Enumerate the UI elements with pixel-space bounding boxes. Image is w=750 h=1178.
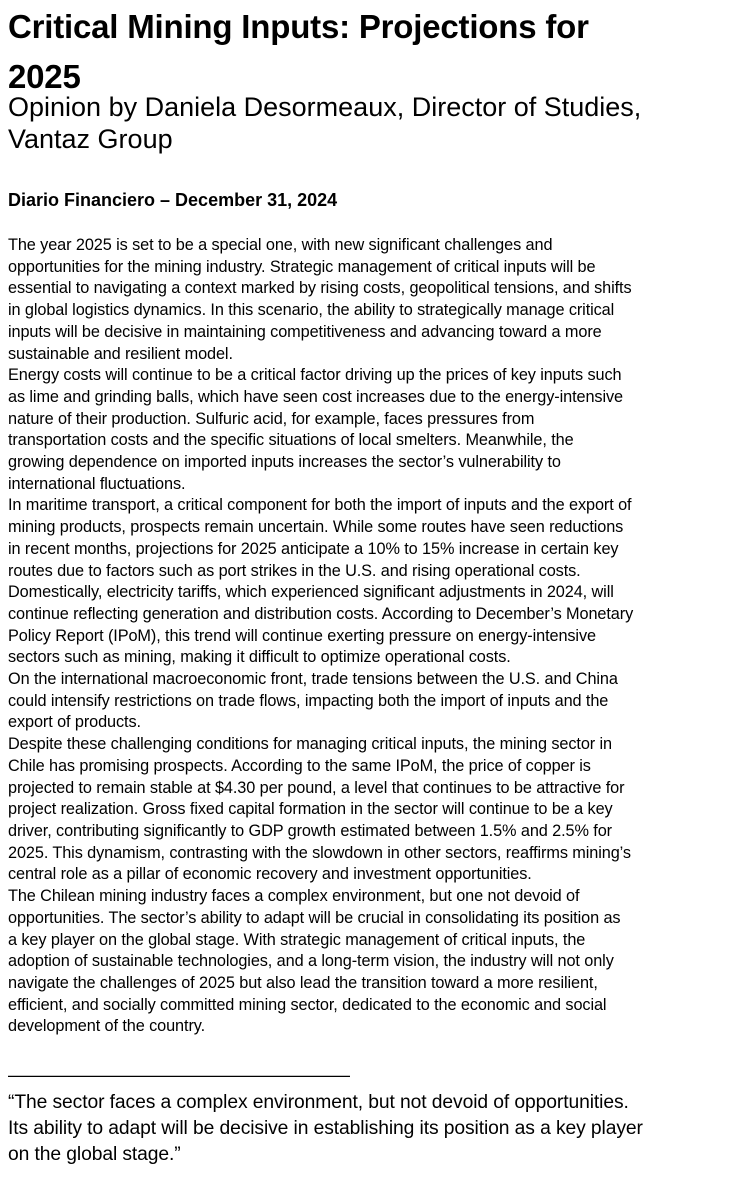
article-byline-line-2: Vantaz Group [8,124,173,154]
body-line: Despite these challenging conditions for managing critical inputs, the mining sector in [8,735,612,754]
body-line: central role as a pillar of economic recovery and investment opportunities. [8,865,532,884]
body-line: Energy costs will continue to be a critical factor driving up the prices of key inputs such [8,366,622,385]
body-line: inputs will be decisive in maintaining competitiveness and advancing toward a more [8,322,602,341]
body-line: opportunities. The sector’s ability to adapt will be crucial in consolidating its position as [8,908,621,927]
body-line: navigate the challenges of 2025 but also lead the transition toward a more resilient, [8,973,598,992]
body-line: in global logistics dynamics. In this scenario, the ability to strategically manage critical [8,301,615,320]
publication-source-date: Diario Financiero – December 31, 2024 [8,190,338,210]
body-line: international fluctuations. [8,474,186,493]
article-body [8,235,750,1038]
body-line: development of the country. [8,1017,206,1036]
body-line: opportunities for the mining industry. Strategic management of critical inputs will be [8,257,596,276]
body-line: efficient, and socially committed mining sector, dedicated to the economic and social [8,995,607,1014]
article-title [8,2,750,102]
body-line: mining products, prospects remain uncertain. While some routes have seen reductions [8,518,624,537]
body-line: essential to navigating a context marked by rising costs, geopolitical tensions, and shifts [8,279,632,298]
body-line: sectors such as mining, making it difficult to optimize operational costs. [8,648,511,667]
body-line: Chile has promising prospects. According to the same IPoM, the price of copper is [8,756,591,775]
body-line: 2025. This dynamism, contrasting with the slowdown in other sectors, reaffirms mining’s [8,843,631,862]
body-line: In maritime transport, a critical component for both the import of inputs and the export of [8,496,632,515]
quote-divider: ——————————————————— [8,1065,350,1085]
article-byline-line-1: Opinion by Daniela Desormeaux, Director of Studies, [8,92,642,122]
body-line: in recent months, projections for 2025 anticipate a 10% to 15% increase in certain key [8,539,619,558]
pull-quote-line: on the global stage.” [8,1144,181,1165]
body-line: Domestically, electricity tariffs, which experienced significant adjustments in 2024, will [8,583,614,602]
body-line: transportation costs and the specific situations of local smelters. Meanwhile, the [8,431,574,450]
body-line: could intensify restrictions on trade flows, impacting both the import of inputs and the [8,691,609,710]
pull-quote [8,1090,750,1168]
article-title-line-2: 2025 [8,58,81,95]
body-line: a key player on the global stage. With strategic management of critical inputs, the [8,930,586,949]
body-line: nature of their production. Sulfuric acid, for example, faces pressures from [8,409,535,428]
body-line: adoption of sustainable technologies, and a long-term vision, the industry will not only [8,952,614,971]
body-line: project realization. Gross fixed capital formation in the sector will continue to be a key [8,800,613,819]
body-line: projected to remain stable at $4.30 per pound, a level that continues to be attractive for [8,778,625,797]
article-byline [8,91,750,155]
article-page [8,0,750,1178]
body-line: driver, contributing significantly to GDP growth estimated between 1.5% and 2.5% for [8,821,612,840]
body-line: routes due to factors such as port strikes in the U.S. and rising operational costs. [8,561,581,580]
pull-quote-line: Its ability to adapt will be decisive in establishing its position as a key player [8,1118,643,1139]
body-line: as lime and grinding balls, which have seen cost increases due to the energy-intensive [8,387,623,406]
body-line: The Chilean mining industry faces a complex environment, but one not devoid of [8,887,580,906]
body-line: On the international macroeconomic front, trade tensions between the U.S. and China [8,670,618,689]
body-line: sustainable and resilient model. [8,344,233,363]
body-line: growing dependence on imported inputs increases the sector’s vulnerability to [8,453,561,472]
body-line: export of products. [8,713,141,732]
body-line: continue reflecting generation and distribution costs. According to December’s Monetary [8,604,634,623]
article-title-line-1: Critical Mining Inputs: Projections for [8,8,589,45]
body-line: The year 2025 is set to be a special one, with new significant challenges and [8,236,553,254]
pull-quote-line: “The sector faces a complex environment, but not devoid of opportunities. [8,1092,629,1113]
body-line: Policy Report (IPoM), this trend will continue exerting pressure on energy-intensive [8,626,596,645]
